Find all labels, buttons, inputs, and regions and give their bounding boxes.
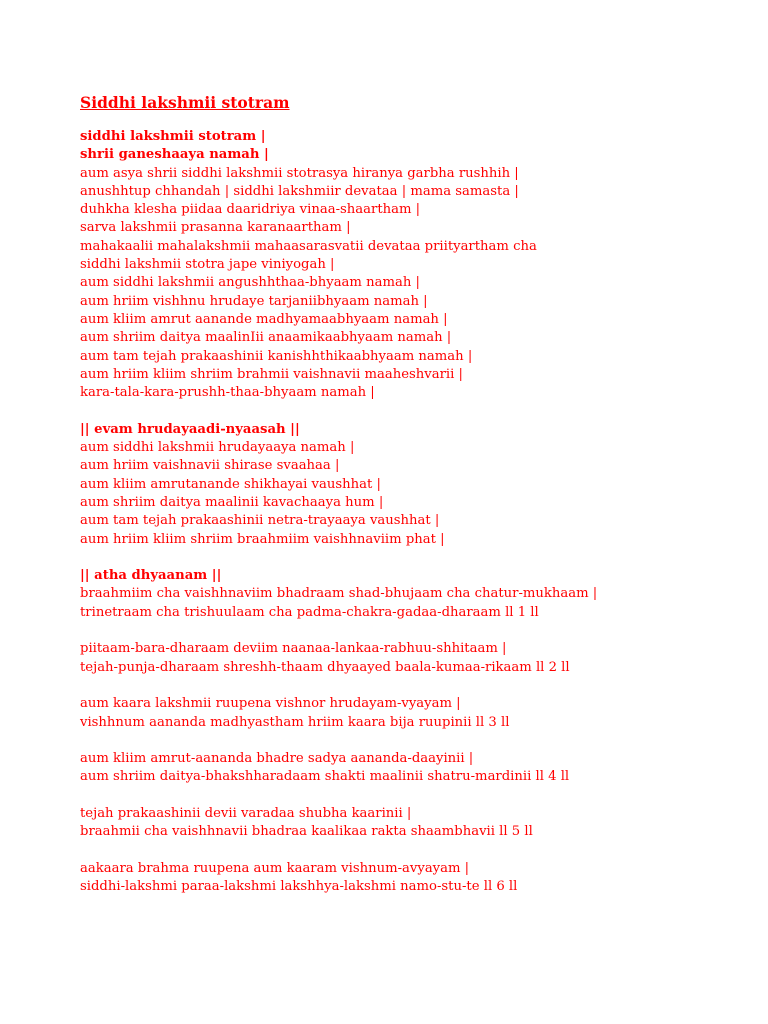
verse-line: vishhnum aananda madhyastham hriim kaara bija ruupinii ll 3 ll bbox=[80, 714, 510, 730]
verse-line: kara-tala-kara-prushh-thaa-bhyaam namah | bbox=[80, 385, 375, 401]
verse-line: sarva lakshmii prasanna karanaartham | bbox=[80, 220, 351, 236]
blank-line bbox=[80, 732, 760, 750]
verse-line: aum kliim amrut-aananda bhadre sadya aananda-daayinii | bbox=[80, 751, 474, 767]
verse-line: aum kliim amrutanande shikhayai vaushhat | bbox=[80, 476, 381, 492]
document-title: Siddhi lakshmii stotram bbox=[80, 93, 290, 112]
verse-line: aakaara brahma ruupena aum kaaram vishnum-avyayam | bbox=[80, 860, 470, 876]
section-heading: siddhi lakshmii stotram | bbox=[80, 129, 266, 144]
verse-line: aum tam tejah prakaashinii kanishhthikaabhyaam namah | bbox=[80, 348, 473, 364]
blank-line bbox=[80, 622, 760, 640]
verse-line: aum hriim vaishnavii shirase svaahaa | bbox=[80, 458, 340, 474]
blank-line bbox=[80, 402, 760, 420]
verse-line: tejah prakaashinii devii varadaa shubha kaarinii | bbox=[80, 805, 412, 821]
verse-line: trinetraam cha trishuulaam cha padma-chakra-gadaa-dharaam ll 1 ll bbox=[80, 604, 539, 620]
blank-line bbox=[80, 842, 760, 860]
verse-line: braahmiim cha vaishhnaviim bhadraam shad-bhujaam cha chatur-mukhaam | bbox=[80, 586, 598, 602]
section-heading: || evam hrudayaadi-nyaasah || bbox=[80, 421, 300, 437]
verse-line: siddhi-lakshmi paraa-lakshmi lakshhya-lakshmi namo-stu-te ll 6 ll bbox=[80, 879, 518, 895]
blank-line bbox=[80, 677, 760, 695]
verse-line: aum shriim daitya-bhakshharadaam shakti maalinii shatru-mardinii ll 4 ll bbox=[80, 769, 570, 785]
verse-line: aum asya shrii siddhi lakshmii stotrasya hiranya garbha rushhih | bbox=[80, 165, 519, 181]
verse-line: tejah-punja-dharaam shreshh-thaam dhyaayed baala-kumaa-rikaam ll 2 ll bbox=[80, 659, 570, 675]
verse-line: mahakaalii mahalakshmii mahaasarasvatii devataa priityartham cha bbox=[80, 238, 537, 254]
verse-line: aum kliim amrut aanande madhyamaabhyaam namah | bbox=[80, 311, 448, 327]
stotram-body bbox=[80, 128, 760, 896]
verse-line: anushhtup chhandah | siddhi lakshmiir devataa | mama samasta | bbox=[80, 183, 519, 199]
verse-line: aum kaara lakshmii ruupena vishnor hrudayam-vyayam | bbox=[80, 696, 461, 712]
verse-line: aum siddhi lakshmii hrudayaaya namah | bbox=[80, 440, 355, 456]
verse-line: braahmii cha vaishhnavii bhadraa kaalikaa rakta shaambhavii ll 5 ll bbox=[80, 824, 533, 840]
verse-line: aum hriim kliim shriim brahmii vaishnavii maaheshvarii | bbox=[80, 366, 463, 382]
verse-line: aum shriim daitya maalinii kavachaaya hum | bbox=[80, 494, 384, 510]
verse-line: aum siddhi lakshmii angushhthaa-bhyaam namah | bbox=[80, 275, 420, 291]
verse-line: aum hriim kliim shriim braahmiim vaishhnaviim phat | bbox=[80, 531, 445, 547]
section-heading: || atha dhyaanam || bbox=[80, 568, 222, 584]
verse-line: aum shriim daitya maalinIii anaamikaabhyaam namah | bbox=[80, 330, 452, 346]
verse-line: siddhi lakshmii stotra jape viniyogah | bbox=[80, 257, 335, 273]
section-heading: shrii ganeshaaya namah | bbox=[80, 147, 269, 163]
verse-line: piitaam-bara-dharaam deviim naanaa-lankaa-rabhuu-shhitaam | bbox=[80, 641, 507, 657]
blank-line bbox=[80, 549, 760, 567]
blank-line bbox=[80, 787, 760, 805]
verse-line: aum hriim vishhnu hrudaye tarjaniibhyaam namah | bbox=[80, 293, 428, 309]
document-page bbox=[80, 92, 760, 896]
verse-line: duhkha klesha piidaa daaridriya vinaa-shaartham | bbox=[80, 202, 421, 218]
verse-line: aum tam tejah prakaashinii netra-trayaaya vaushhat | bbox=[80, 513, 440, 529]
